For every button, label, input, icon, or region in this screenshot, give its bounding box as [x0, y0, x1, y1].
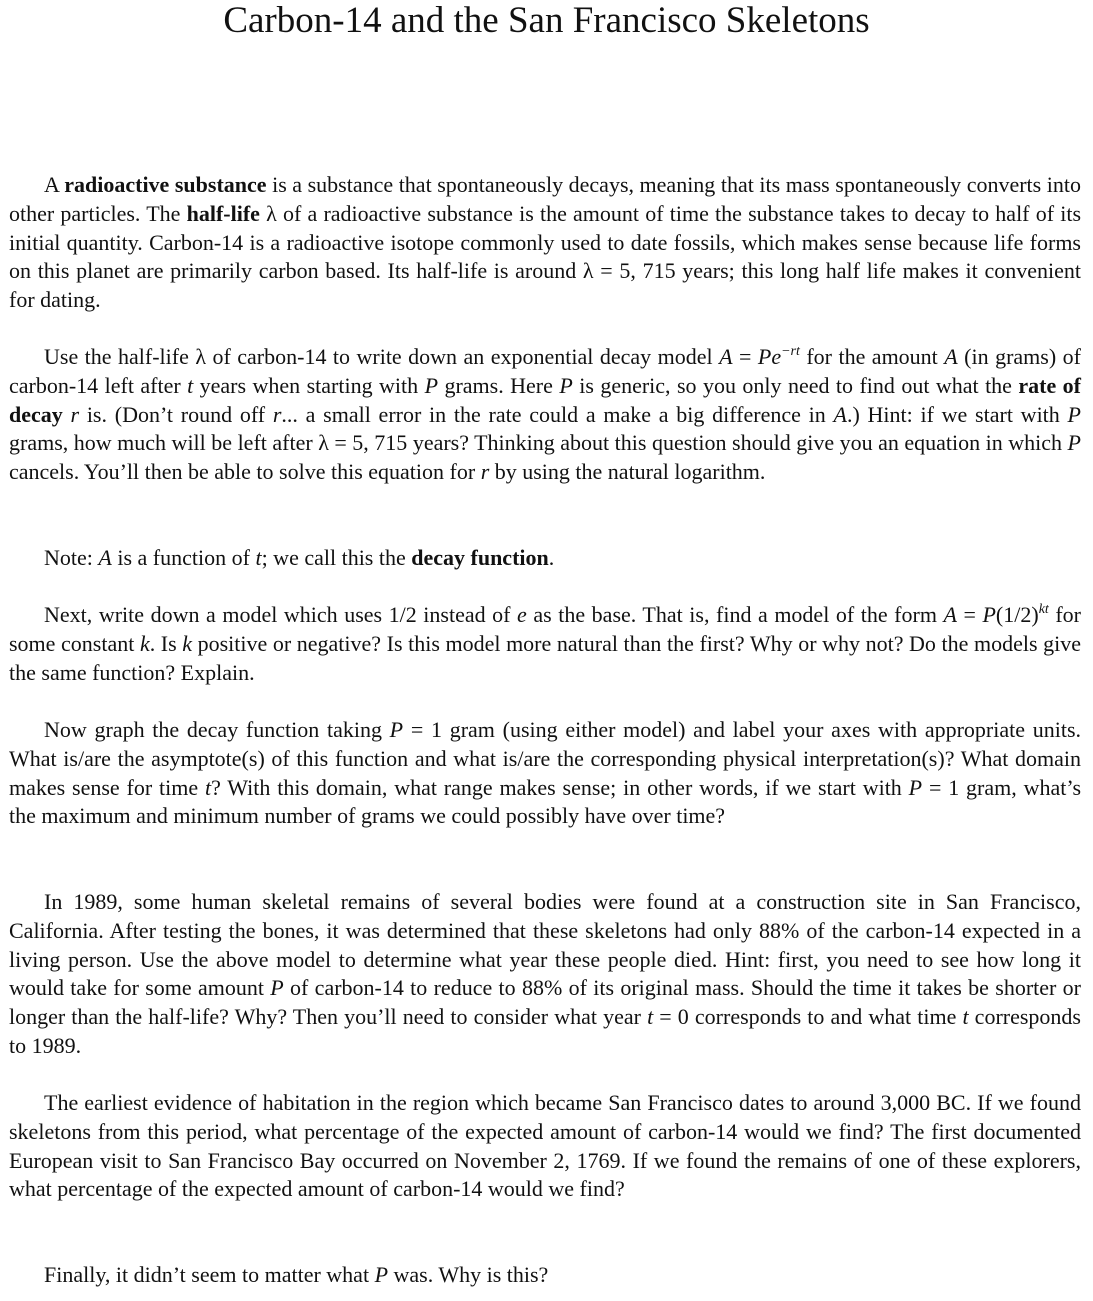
math-var: A: [944, 344, 958, 369]
math-var: P: [559, 372, 573, 398]
paragraph-decay-function-note: [9, 544, 1081, 573]
text-span: = 1 gram, what’s the maximum and minimum number of grams we could possibly have over time?: [9, 774, 1082, 829]
text-span: = 1 gram (using either model) and label your axes with appropriate units. What is/are the asymptote(s) of this function and what is/are the corresponding physical interpretation(s)? What domain makes sense for time: [9, 717, 1082, 800]
text-span: years when starting with: [193, 372, 425, 398]
text-span: Note:: [44, 545, 99, 570]
math-var: P: [1067, 401, 1081, 427]
math-var: t: [647, 1004, 654, 1030]
text-span: ? With this domain, what range makes sense; in other words, if we start with: [211, 774, 909, 800]
text-span: as the base. That is, find a model of the form: [526, 602, 944, 627]
text-span: corresponds to 1989.: [9, 1004, 1081, 1058]
text-span: ; we call this the: [261, 545, 412, 570]
math-var: A: [943, 602, 957, 627]
text-span: =: [956, 602, 983, 627]
term-half-life: half-life: [186, 200, 260, 226]
text-span: grams. Here: [438, 372, 560, 398]
text-span: positive or negative? Is this model more natural than the first? Why or why not? Do the models give the same function? Explain.: [9, 630, 1081, 685]
math-exponent: −rt: [781, 344, 800, 359]
math-var: t: [962, 1004, 969, 1030]
math-var: t: [204, 774, 212, 800]
math-var: k: [139, 630, 150, 656]
paragraph-graph-question: [9, 716, 1081, 831]
text-span: The earliest evidence of habitation in the region which became San Francisco dates to around 3,000 BC. If we found skeletons from this period, what percentage of the expected amount of carbon-14 would we find? The first documented European visit to San Francisco Bay occurred on November 2, 1769. If we found the remains of one of these explorers, what percentage of the expected amount of carbon-14 would we find?: [9, 1090, 1081, 1202]
paragraph-final-question: [9, 1261, 1081, 1290]
page-title: Carbon-14 and the San Francisco Skeletons: [223, 0, 870, 41]
text-span: cancels. You’ll then be able to solve this equation for: [9, 459, 481, 485]
text-span: =: [732, 344, 758, 369]
text-span: = 0 corresponds to and what time: [653, 1004, 963, 1030]
text-span: (1/2): [995, 602, 1039, 627]
paragraph-skeletons-1989: [9, 888, 1081, 1061]
term-decay-function: decay function: [411, 545, 549, 570]
text-span: (in grams) of carbon-14 left after: [9, 344, 1081, 398]
text-span: Use the half-life λ of carbon-14 to write down an exponential decay model: [44, 344, 720, 369]
paragraph-decay-model: [9, 343, 1081, 487]
math-var: P: [424, 372, 439, 398]
term-radioactive-substance: radioactive substance: [64, 172, 267, 197]
text-span: A: [44, 172, 65, 197]
math-var: A: [719, 344, 733, 369]
math-var: P: [389, 717, 404, 742]
text-span: by using the natural logarithm.: [489, 459, 766, 485]
text-span: . Is: [149, 630, 183, 656]
text-span: is a substance that spontaneously decays, meaning that its mass spontaneously converts into other particles. The: [9, 172, 1081, 226]
text-span: is generic, so you only need to find out what the: [572, 372, 1019, 398]
math-var: e: [517, 602, 527, 627]
paragraph-half-base-model: [9, 601, 1081, 687]
paragraph-radioactive-intro: [9, 171, 1081, 315]
math-var: r: [70, 401, 80, 427]
math-var: t: [255, 545, 262, 570]
text-span: for some constant: [9, 602, 1082, 656]
term-rate-of-decay: rate of decay: [9, 372, 1082, 427]
text-span: Next, write down a model which uses 1/2 instead of: [44, 602, 518, 627]
math-var: t: [187, 372, 194, 398]
text-span: Finally, it didn’t seem to matter what: [44, 1262, 375, 1287]
math-var: r: [480, 459, 490, 485]
math-var: r: [272, 401, 282, 427]
text-span: Now graph the decay function taking: [44, 717, 390, 742]
text-span: grams, how much will be left after λ = 5, 715 years? Thinking about this question should give you an equation in which: [9, 430, 1068, 456]
text-span: λ of a radioactive substance is the amount of time the substance takes to decay to half of its initial quantity. Carbon-14 is a radioactive isotope commonly used to date fossils, which makes sense because life forms on this planet are primarily carbon based. Its half-life is around λ = 5, 715 years; this long half life makes it convenient for dating.: [9, 200, 1082, 313]
math-var: P: [374, 1262, 389, 1287]
paragraph-earliest-habitation: [9, 1089, 1081, 1204]
text-span: for the amount: [799, 344, 945, 369]
text-span: In 1989, some human skeletal remains of several bodies were found at a construction site in San Francisco, California. After testing the bones, it was determined that these skeletons had only 88% of the carbon-14 expected in a living person. Use the above model to determine what year these people died. Hint: first, you need to see how long it would take for some amount: [9, 889, 1081, 1001]
text-span: .: [548, 545, 555, 570]
text-span: is a function of: [111, 545, 256, 570]
math-var: A: [833, 401, 847, 427]
math-var: P: [1067, 430, 1081, 456]
math-var: A: [98, 545, 112, 570]
text-span: ... a small error in the rate could a make a big difference in: [281, 401, 834, 427]
math-var: P: [908, 774, 923, 800]
text-span: of carbon-14 to reduce to 88% of its original mass. Should the time it takes be shorter or longer than the half-life? Why? Then you’ll need to consider what year: [9, 975, 1081, 1030]
text-span: [63, 402, 71, 427]
math-exponent: kt: [1038, 602, 1049, 617]
math-var: P: [982, 602, 996, 627]
text-span: is. (Don’t round off: [79, 401, 273, 427]
math-var: P: [270, 975, 284, 1001]
math-var: Pe: [757, 344, 782, 369]
math-var: k: [182, 630, 193, 656]
text-span: was. Why is this?: [388, 1262, 549, 1287]
text-span: .) Hint: if we start with: [846, 401, 1068, 427]
